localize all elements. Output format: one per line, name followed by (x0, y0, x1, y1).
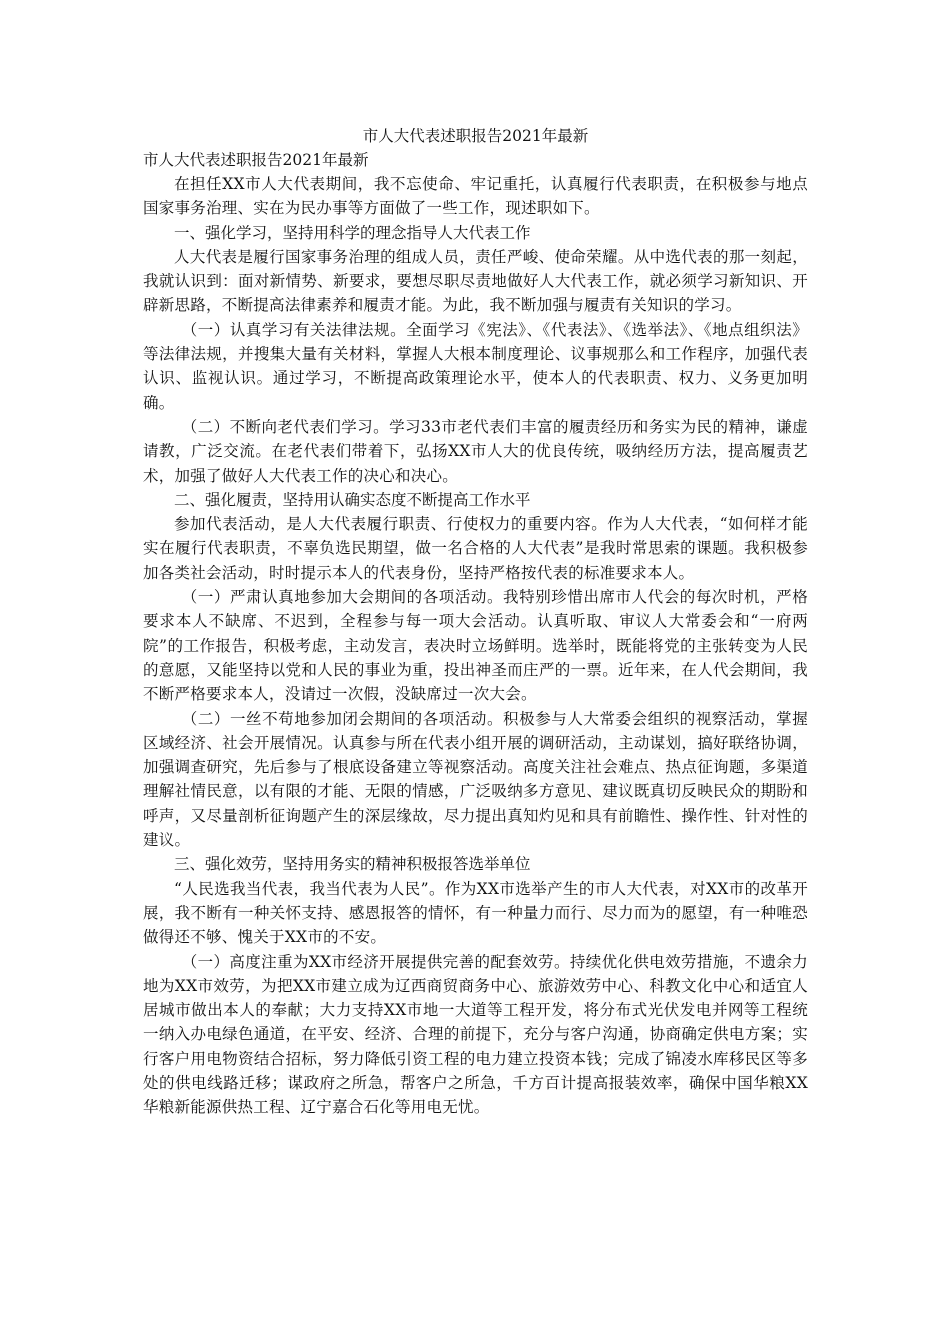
section-heading: 二、强化履责，坚持用认确实态度不断提高工作水平 (174, 490, 531, 509)
document-body (143, 172, 808, 1120)
section-heading: 一、强化学习，坚持用科学的理念指导人大代表工作 (174, 223, 531, 242)
document-title: 市人大代表述职报告2021年最新 (362, 127, 589, 145)
body-paragraph: 在担任XX市人大代表期间，我不忘使命、牢记重托，认真履行代表职责，在积极参与地点国家事务治理、实在为民办事等方面做了一些工作，现述职如下。 (143, 175, 808, 218)
body-paragraph: 参加代表活动，是人大代表履行职责、行使权力的重要内容。作为人大代表，“如何样才能实在履行代表职责，不辜负选民期望，做一名合格的人大代表”是我时常思索的课题。我积极参加各类社会活动，时时提示本人的代表身份，坚持严格按代表的标准要求本人。 (143, 515, 808, 582)
body-paragraph: “人民选我当代表，我当代表为人民”。作为XX市选举产生的市人大代表，对XX市的改革开展，我不断有一种关怀支持、感恩报答的情怀，有一种量力而行、尽力而为的愿望，有一种唯恐做得还不够、愧关于XX市的不安。 (143, 879, 808, 947)
body-paragraph: 人大代表是履行国家事务治理的组成人员，责任严峻、使命荣耀。从中选代表的那一刻起，我就认识到：面对新情势、新要求，要想尽职尽责地做好人大代表工作，就必须学习新知识、开辟新思路，不断提高法律素养和履责才能。为此，我不断加强与履责有关知识的学习。 (143, 247, 808, 315)
document-page (143, 124, 808, 1120)
subsection-paragraph: （二）不断向老代表们学习。学习33市老代表们丰富的履责经历和务实为民的精神，谦虚请教，广泛交流。在老代表们带着下，弘扬XX市人大的优良传统，吸纳经历方法，提高履责艺术，加强了做好人大代表工作的决心和决心。 (143, 417, 808, 485)
document-subtitle: 市人大代表述职报告2021年最新 (143, 151, 369, 169)
subsection-paragraph: （一）严肃认真地参加大会期间的各项活动。我特别珍惜出席市人代会的每次时机，严格要求本人不缺席、不迟到，全程参与每一项大会活动。认真听取、审议人大常委会和“一府两院”的工作报告，积极考虑，主动发言，表决时立场鲜明。选举时，既能将党的主张转变为人民的意愿，又能坚持以党和人民的事业为重，投出神圣而庄严的一票。近年来，在人代会期间，我不断严格要求本人，没请过一次假，没缺席过一次大会。 (143, 588, 808, 704)
section-heading: 三、强化效劳，坚持用务实的精神积极报答选举单位 (174, 855, 531, 874)
subsection-paragraph: （二）一丝不苟地参加闭会期间的各项活动。积极参与人大常委会组织的视察活动，掌握区域经济、社会开展情况。认真参与所在代表小组开展的调研活动，主动谋划，搞好联络协调，加强调查研究，先后参与了根底设备建立等视察活动。高度关注社会难点、热点征询题，多渠道理解社情民意，以有限的才能、无限的情感，广泛吸纳多方意见、建议既真切反映民众的期盼和呼声，又尽量剖析征询题产生的深层缘故，尽力提出真知灼见和具有前瞻性、操作性、针对性的建议。 (143, 709, 808, 850)
subsection-paragraph: （一）高度注重为XX市经济开展提供完善的配套效劳。持续优化供电效劳措施，不遗余力地为XX市效劳，为把XX市建立成为辽西商贸商务中心、旅游效劳中心、科教文化中心和适宜人居城市做出本人的奉献；大力支持XX市地一大道等工程开发，将分布式光伏发电并网等工程统一纳入办电绿色通道，在平安、经济、合理的前提下，充分与客户沟通，协商确定供电方案；实行客户用电物资结合招标，努力降低引资工程的电力建立投资本钱；完成了锦凌水库移民区等多处的供电线路迁移；谋政府之所急，帮客户之所急，千方百计提高报装效率，确保中国华粮XX华粮新能源供热工程、辽宁嘉合石化等用电无忧。 (143, 952, 808, 1117)
subsection-paragraph: （一）认真学习有关法律法规。全面学习《宪法》、《代表法》、《选举法》、《地点组织法》等法律法规，并搜集大量有关材料，掌握人大根本制度理论、议事规那么和工作程序，加强代表认识、监视认识。通过学习，不断提高政策理论水平，使本人的代表职责、权力、义务更加明确。 (143, 320, 808, 412)
